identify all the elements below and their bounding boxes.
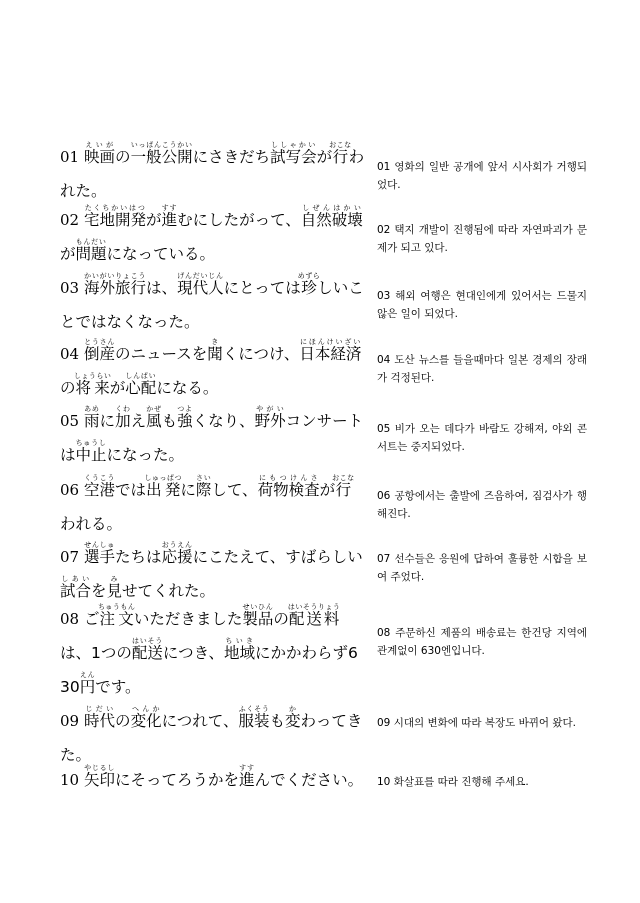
sentence-text: しいことではなくなった。: [60, 279, 364, 331]
sentence-text: が: [316, 148, 333, 166]
japanese-sentence-07: [60, 540, 367, 608]
japanese-sentence-09: [60, 704, 367, 772]
sentence-text: の: [115, 148, 131, 166]
furigana-word: 見み: [106, 575, 123, 600]
sentence-text: の: [115, 712, 131, 730]
sentence-text: に: [99, 412, 116, 430]
japanese-sentence-04: [60, 337, 367, 405]
furigana-word: 注文ちゅうもん: [97, 603, 136, 628]
sentence-number: 01: [60, 148, 80, 166]
furigana-word: 加くわ: [115, 405, 131, 430]
sentence-number: 06: [60, 481, 80, 499]
sentence-text: ご: [84, 610, 100, 628]
furigana-word: 服装ふくそう: [238, 705, 270, 730]
furigana-word: 野外やがい: [254, 405, 286, 430]
korean-translation-01: 01 영화의 일반 공개에 앞서 시사회가 거행되었다.: [377, 161, 587, 191]
sentence-number: 08: [60, 610, 80, 628]
furigana-word: 地域ちいき: [223, 637, 255, 662]
furigana-word: 応援おうえん: [161, 541, 193, 566]
sentence-text: のニュースを: [115, 345, 208, 363]
sentence-text: を: [91, 582, 107, 600]
japanese-sentence-02: [60, 203, 367, 271]
korean-translation-02: 02 택지 개발이 진행됨에 따라 자연파괴가 문제가 되고 있다.: [377, 224, 587, 254]
furigana-word: 風かぜ: [146, 405, 162, 430]
sentence-text: の: [60, 379, 76, 397]
japanese-sentence-06: [60, 473, 367, 541]
furigana-word: 際さい: [195, 474, 212, 499]
sentence-text: くなり、: [192, 412, 255, 430]
furigana-word: 製品せいひん: [242, 603, 274, 628]
sentence-text: が: [146, 211, 162, 229]
sentence-text: は、1つの: [60, 644, 132, 662]
furigana-word: 強つよ: [177, 405, 193, 430]
furigana-word: 問題もんだい: [75, 238, 107, 263]
furigana-word: 行おこな: [332, 474, 355, 499]
sentence-text: になる。: [156, 379, 219, 397]
sentence-number: 04: [60, 345, 80, 363]
korean-translation-10: 10 화살표를 따라 진행해 주세요.: [377, 776, 529, 788]
furigana-word: 配送料はいそうりょう: [287, 603, 341, 628]
sentence-number: 03: [60, 279, 80, 297]
korean-translation-06: 06 공항에서는 출발에 즈음하여, 짐검사가 행해진다.: [377, 490, 587, 520]
furigana-word: 宅地開発たくちかいはつ: [84, 204, 147, 229]
sentence-text: が: [109, 379, 126, 397]
furigana-word: 中止ちゅうし: [75, 439, 107, 464]
furigana-word: 矢印やじるし: [84, 764, 116, 789]
sentence-text: です。: [95, 678, 141, 696]
furigana-word: 雨あめ: [84, 405, 100, 430]
sentence-text: が: [60, 245, 76, 263]
sentence-text: の: [273, 610, 289, 628]
sentence-text: にそってろうかを: [115, 771, 240, 789]
furigana-word: 時代じだい: [84, 705, 116, 730]
sentence-text: むにしたがって、: [177, 211, 301, 229]
japanese-sentence-10: [60, 763, 367, 797]
furigana-word: 行おこな: [329, 141, 352, 166]
furigana-word: 進すす: [239, 764, 255, 789]
furigana-word: 倒産とうさん: [84, 338, 116, 363]
korean-translation-09: 09 시대의 변화에 따라 복장도 바뀌어 왔다.: [377, 717, 577, 729]
sentence-number: 07: [60, 548, 80, 566]
furigana-word: 出発しゅっぱつ: [144, 474, 182, 499]
furigana-word: 自然破壊しぜんはかい: [300, 204, 363, 229]
korean-translation-07: 07 선수들은 응원에 답하여 훌륭한 시합을 보여 주었다.: [377, 553, 587, 583]
furigana-word: 進すす: [161, 204, 178, 229]
furigana-word: 現代人げんだいじん: [177, 272, 224, 297]
sentence-number: 09: [60, 712, 80, 730]
furigana-word: 円えん: [79, 671, 96, 696]
furigana-word: 試合しあい: [60, 575, 92, 600]
furigana-word: 変化へんか: [130, 705, 162, 730]
japanese-sentence-01: [60, 140, 367, 208]
furigana-word: 聞き: [207, 338, 223, 363]
japanese-sentence-05: [60, 404, 367, 472]
sentence-number: 02: [60, 211, 80, 229]
sentence-text: わってきた。: [60, 712, 363, 764]
korean-translation-05: 05 비가 오는 데다가 바람도 강해져, 야외 콘서트는 중지되었다.: [377, 423, 587, 453]
sentence-text: くにつけ、: [222, 345, 300, 363]
sentence-text: んでください。: [254, 771, 364, 789]
korean-translation-03: 03 해외 여행은 현대인에게 있어서는 드물지 않은 일이 되었다.: [377, 290, 587, 320]
furigana-word: 変か: [285, 705, 301, 730]
sentence-text: して、: [211, 481, 258, 499]
sentence-text: は、: [146, 279, 178, 297]
sentence-text: に: [180, 481, 196, 499]
sentence-number: 10: [60, 771, 80, 789]
furigana-word: 海外旅行かいがいりょこう: [84, 272, 147, 297]
furigana-word: 映画えいが: [84, 141, 116, 166]
sentence-text: にさきだち: [192, 148, 271, 166]
sentence-text: われる。: [60, 515, 123, 533]
sentence-text: いただきました: [133, 610, 243, 628]
sentence-text: になっている。: [106, 245, 216, 263]
sentence-text: につれて、: [161, 712, 239, 730]
sentence-text: が: [319, 481, 336, 499]
sentence-text: え: [130, 412, 147, 430]
korean-translation-08: 08 주문하신 제품의 배송료는 한건당 지역에 관계없이 630엔입니다.: [377, 627, 587, 657]
sentence-text: も: [161, 412, 178, 430]
furigana-word: 選手せんしゅ: [84, 541, 116, 566]
furigana-word: 空港くうこう: [84, 474, 116, 499]
sentence-text: 0: [69, 678, 80, 696]
furigana-word: 心配しんぱい: [125, 372, 157, 397]
sentence-text: にこたえて、すばらしい: [192, 548, 363, 566]
sentence-text: では: [115, 481, 147, 499]
sentence-text: せてくれた。: [122, 582, 216, 600]
sentence-text: も: [269, 712, 285, 730]
furigana-word: 日本経済にほんけいざい: [299, 338, 362, 363]
sentence-text: にとっては: [223, 279, 301, 297]
japanese-sentence-08: [60, 602, 367, 704]
sentence-text: にかかわらず63: [60, 644, 358, 696]
furigana-word: 珍めずら: [297, 272, 321, 297]
korean-translation-04: 04 도산 뉴스를 들을때마다 일본 경제의 장래가 걱정된다.: [377, 354, 587, 384]
sentence-text: コンサートは: [60, 412, 364, 464]
furigana-word: 将来しょうらい: [73, 372, 112, 397]
furigana-word: 一般公開いっぱんこうかい: [130, 141, 193, 166]
furigana-word: 試写会ししゃかい: [270, 141, 317, 166]
sentence-text: われた。: [60, 148, 365, 200]
sentence-text: たちは: [115, 548, 162, 566]
sentence-text: になった。: [106, 446, 185, 464]
sentence-number: 05: [60, 412, 80, 430]
furigana-word: 配送はいそう: [131, 637, 163, 662]
sentence-text: につき、: [162, 644, 224, 662]
furigana-word: 荷物検査にもつけんさ: [257, 474, 320, 499]
japanese-sentence-03: [60, 271, 367, 339]
